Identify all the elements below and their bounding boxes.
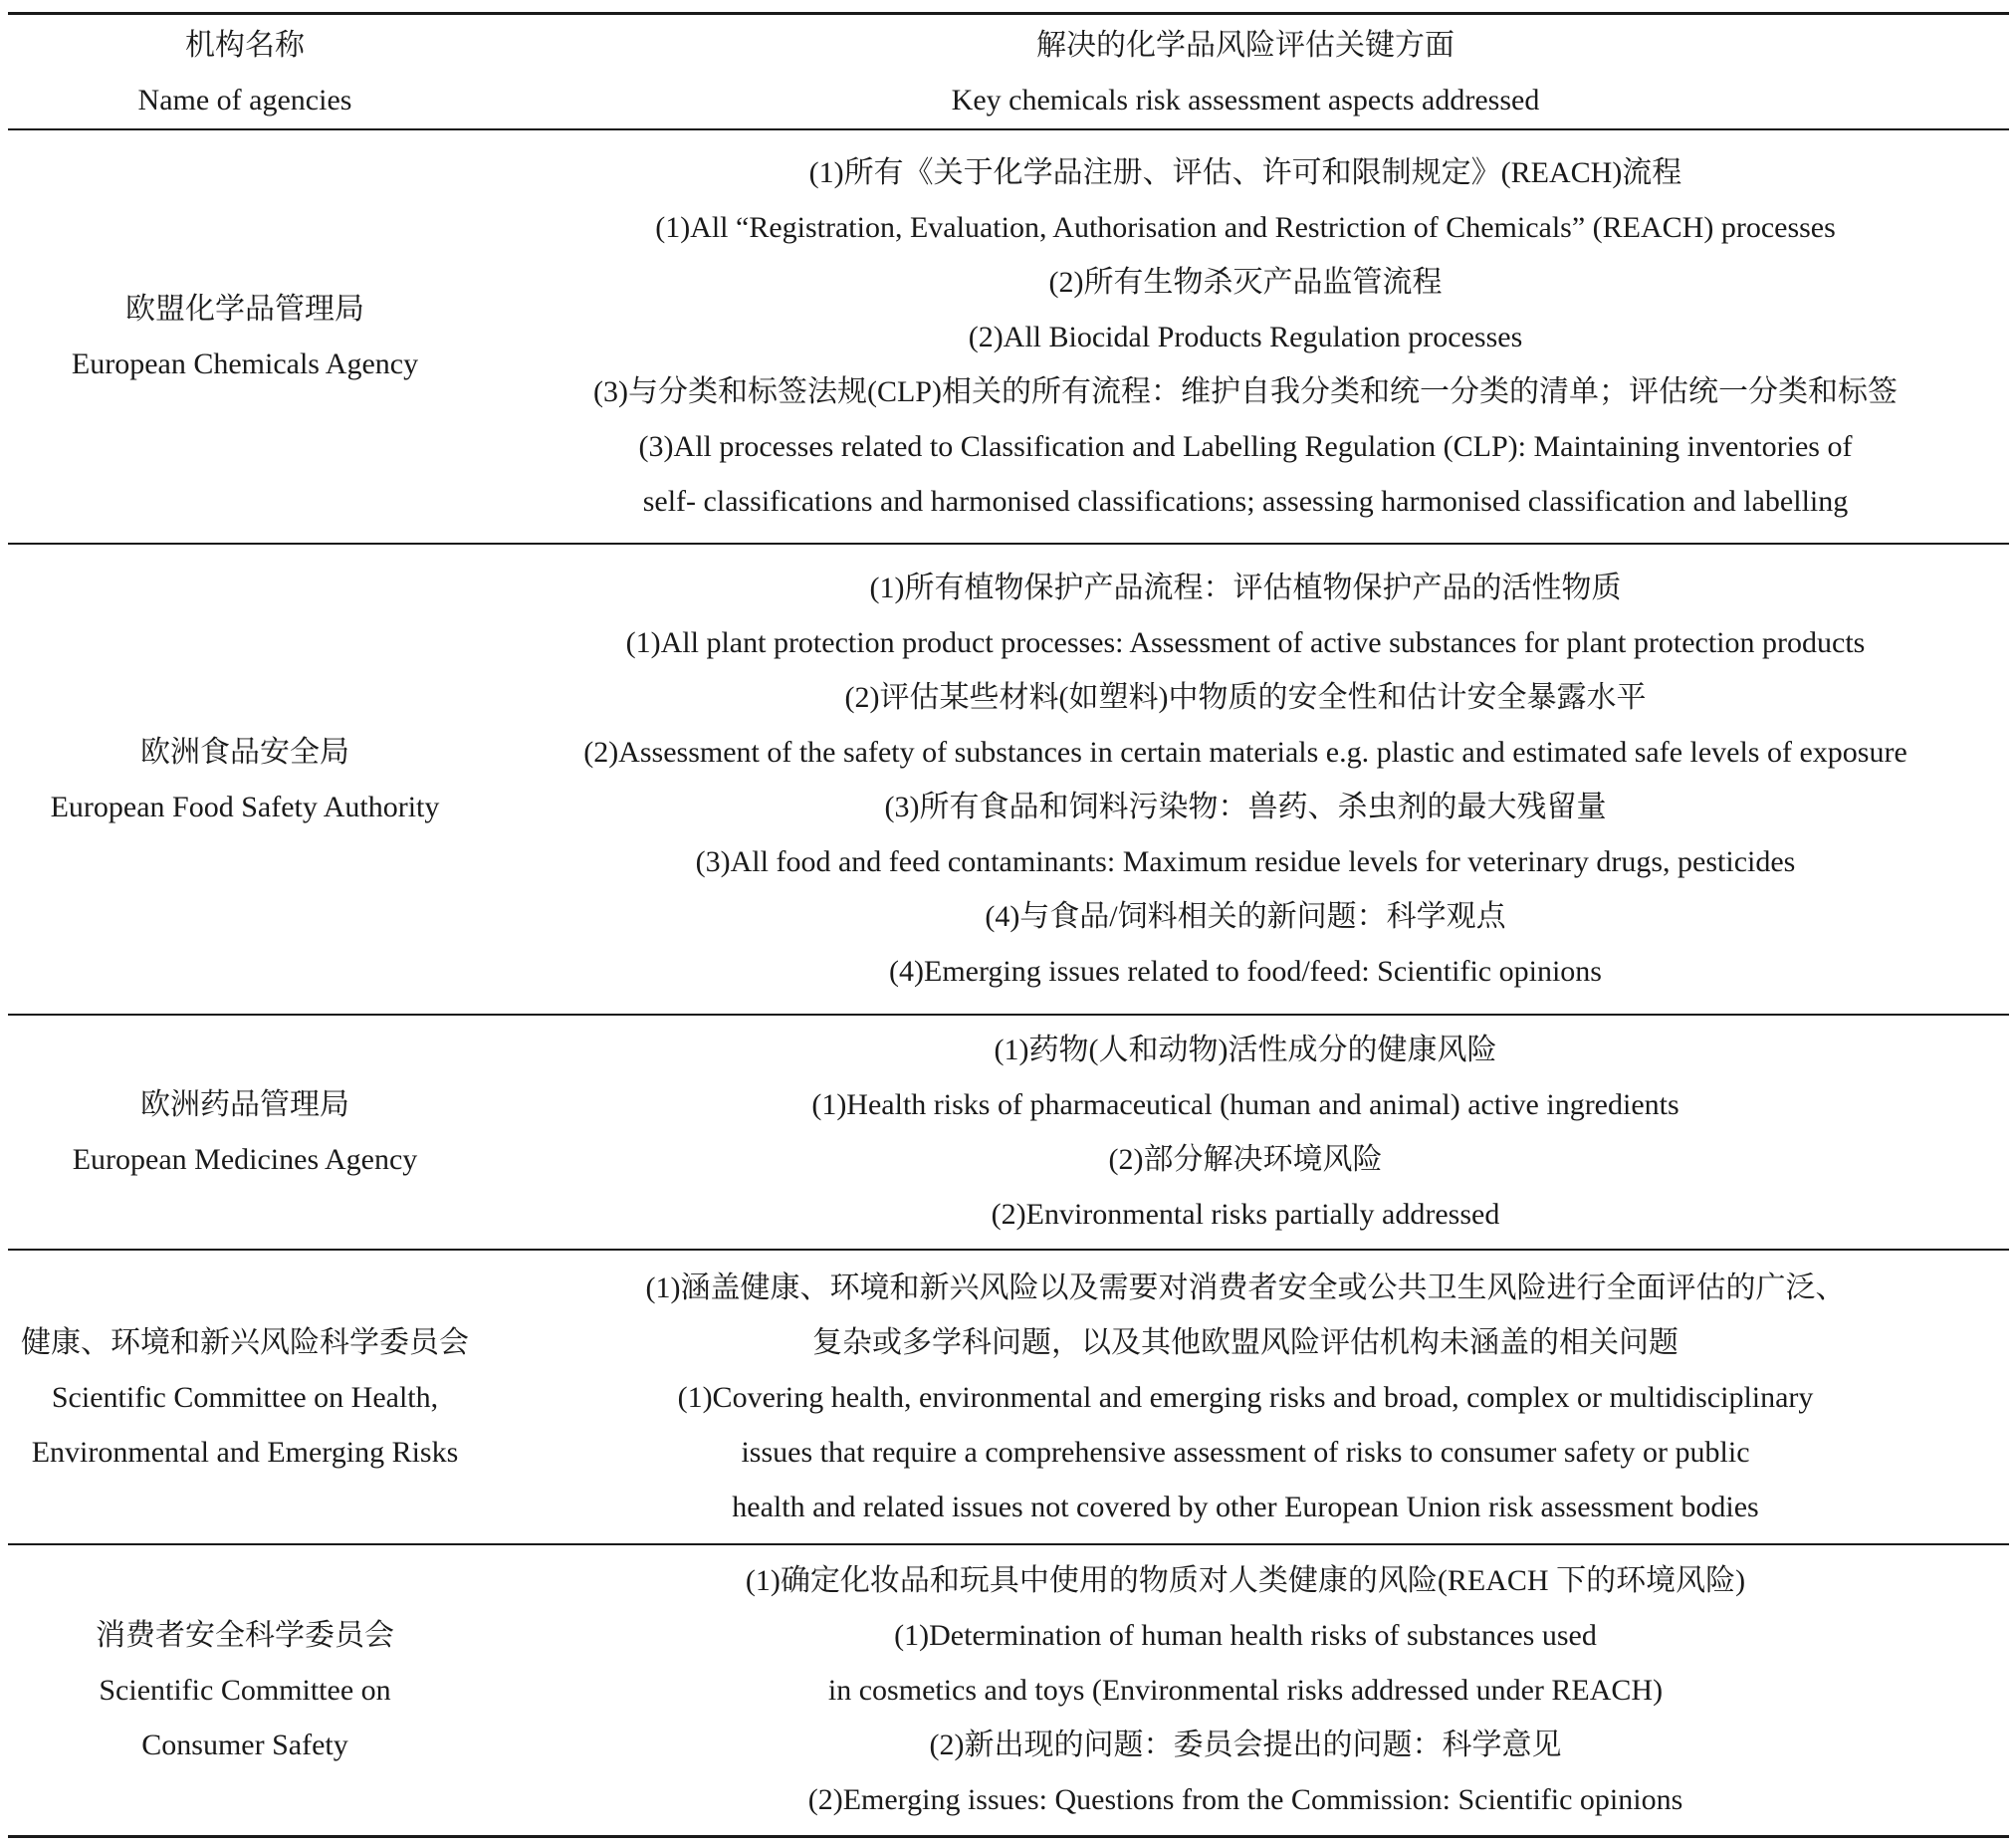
agency-name-en: Consumer Safety xyxy=(141,1729,348,1761)
row-sccs-name xyxy=(8,1545,482,1835)
aspect-line: (3)All processes related to Classification and Labelling Regulation (CLP): Maintaining inventories of xyxy=(638,429,1853,463)
header-name-en: Name of agencies xyxy=(137,83,352,116)
row-sccs-aspects xyxy=(482,1545,2009,1835)
row-ema-aspects xyxy=(482,1016,2009,1249)
agency-name-cn: 欧洲食品安全局 xyxy=(140,735,349,769)
row-scheer-name xyxy=(8,1251,482,1543)
agencies-table xyxy=(8,0,2009,1848)
aspect-line: (1)Covering health, environmental and emerging risks and broad, complex or multidisciplinary xyxy=(677,1380,1814,1414)
aspect-line: (1)All “Registration, Evaluation, Authorisation and Restriction of Chemicals” (REACH) processes xyxy=(655,210,1836,244)
aspect-line: (1)Health risks of pharmaceutical (human and animal) active ingredients xyxy=(811,1088,1679,1121)
aspect-line: self- classifications and harmonised classifications; assessing harmonised classification and labelling xyxy=(642,484,1849,518)
agency-name-en: European Chemicals Agency xyxy=(71,347,419,380)
aspect-line: (2)新出现的问题：委员会提出的问题：科学意见 xyxy=(929,1729,1562,1761)
aspect-line: (2)Emerging issues: Questions from the Commission: Scientific opinions xyxy=(807,1783,1683,1816)
row-scheer-aspects xyxy=(482,1251,2009,1543)
header-name-cell xyxy=(8,16,482,128)
row-ema-name xyxy=(8,1016,482,1249)
aspect-line: (2)评估某些材料(如塑料)中物质的安全性和估计安全暴露水平 xyxy=(844,680,1647,714)
aspect-line: (1)Determination of human health risks of substances used xyxy=(894,1619,1597,1652)
agency-name-en: Scientific Committee on Health, xyxy=(51,1380,439,1414)
row-echa-aspects xyxy=(482,130,2009,543)
aspect-line: (3)All food and feed contaminants: Maximum residue levels for veterinary drugs, pesticides xyxy=(695,844,1796,878)
agency-name-cn: 欧盟化学品管理局 xyxy=(125,293,364,326)
aspect-line: (2)Environmental risks partially addressed xyxy=(991,1198,1500,1231)
header-aspect-cell xyxy=(482,16,2009,128)
agency-name-en: Environmental and Emerging Risks xyxy=(31,1435,459,1469)
agency-name-en: European Food Safety Authority xyxy=(50,790,440,823)
aspect-line: (1)所有《关于化学品注册、评估、许可和限制规定》(REACH)流程 xyxy=(808,155,1682,189)
aspect-line: issues that require a comprehensive assessment of risks to consumer safety or public xyxy=(741,1435,1750,1469)
aspect-line: (1)确定化妆品和玩具中使用的物质对人类健康的风险(REACH 下的环境风险) xyxy=(745,1564,1746,1597)
aspect-line: (2)部分解决环境风险 xyxy=(1108,1143,1383,1176)
aspect-line: (4)Emerging issues related to food/feed: Scientific opinions xyxy=(889,954,1602,988)
aspect-line: (2)所有生物杀灭产品监管流程 xyxy=(1048,265,1443,299)
aspect-line: (3)所有食品和饲料污染物：兽药、杀虫剂的最大残留量 xyxy=(884,790,1607,823)
aspect-line: (1)药物(人和动物)活性成分的健康风险 xyxy=(994,1034,1497,1066)
aspect-line: 复杂或多学科问题，以及其他欧盟风险评估机构未涵盖的相关问题 xyxy=(812,1325,1679,1359)
agency-name-en: Scientific Committee on xyxy=(99,1674,391,1707)
header-aspect-en: Key chemicals risk assessment aspects addressed xyxy=(951,83,1540,116)
row-efsa-aspects xyxy=(482,545,2009,1014)
header-aspect-cn: 解决的化学品风险评估关键方面 xyxy=(1036,28,1455,62)
aspect-line: (2)Assessment of the safety of substances in certain materials e.g. plastic and estimated safe levels of exposure xyxy=(583,735,1907,769)
aspect-line: in cosmetics and toys (Environmental risks addressed under REACH) xyxy=(827,1674,1664,1707)
top-rule xyxy=(8,12,2009,15)
agency-name-cn: 消费者安全科学委员会 xyxy=(96,1619,394,1652)
aspect-line: (3)与分类和标签法规(CLP)相关的所有流程：维护自我分类和统一分类的清单；评估统一分类和标签 xyxy=(593,374,1898,408)
agency-name-cn: 健康、环境和新兴风险科学委员会 xyxy=(21,1325,469,1359)
bottom-rule xyxy=(8,1835,2009,1838)
agency-name-en: European Medicines Agency xyxy=(72,1143,418,1176)
row-efsa-name xyxy=(8,545,482,1014)
agency-name-cn: 欧洲药品管理局 xyxy=(140,1088,349,1121)
aspect-line: (1)涵盖健康、环境和新兴风险以及需要对消费者安全或公共卫生风险进行全面评估的广泛、 xyxy=(645,1270,1846,1304)
aspect-line: (4)与食品/饲料相关的新问题：科学观点 xyxy=(985,899,1506,933)
header-name-cn: 机构名称 xyxy=(185,28,305,62)
aspect-line: health and related issues not covered by other European Union risk assessment bodies xyxy=(732,1490,1759,1523)
aspect-line: (1)All plant protection product processes: Assessment of active substances for plant protection products xyxy=(625,625,1866,659)
row-echa-name xyxy=(8,130,482,543)
aspect-line: (1)所有植物保护产品流程：评估植物保护产品的活性物质 xyxy=(869,571,1622,604)
aspect-line: (2)All Biocidal Products Regulation processes xyxy=(968,320,1523,353)
